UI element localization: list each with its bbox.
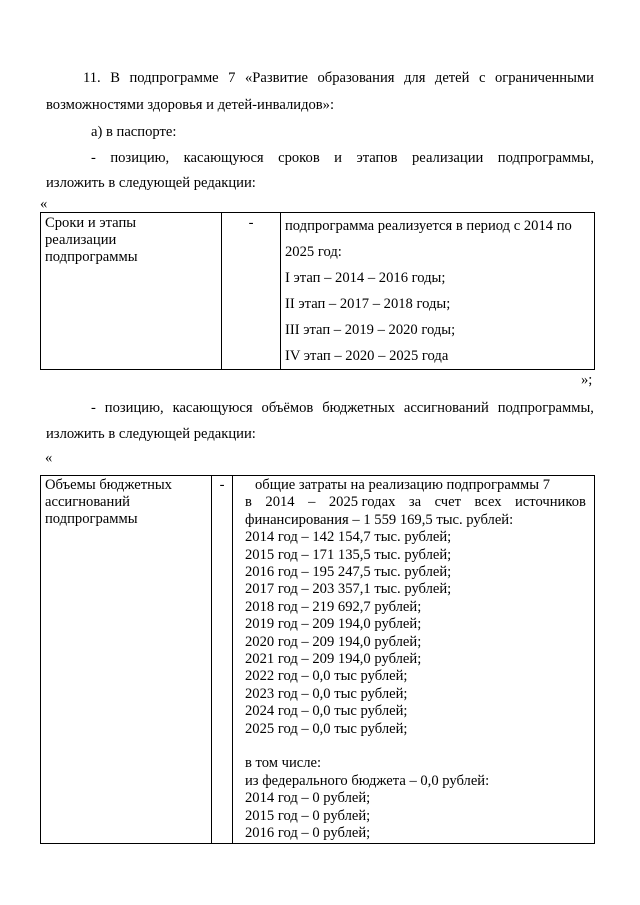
table-budget-allocations	[40, 475, 595, 844]
table2-value-line: из федерального бюджета – 0,0 рублей:	[245, 772, 490, 789]
table2-label-line: ассигнований	[45, 494, 130, 510]
table1-dash: -	[248, 215, 254, 231]
table2-value-line: 2020 год – 209 194,0 рублей;	[245, 633, 422, 650]
table-row	[41, 476, 595, 844]
word: «Развитие	[244, 70, 308, 86]
word: реализации	[412, 150, 484, 166]
table1-value-line: IV этап – 2020 – 2025 года	[285, 348, 449, 364]
word: в	[245, 494, 252, 511]
bullet2-line2: изложить в следующей редакции:	[46, 426, 256, 442]
word: за	[408, 494, 422, 511]
word: -	[91, 150, 96, 166]
table2-value-line: 2014 год – 0 рублей;	[245, 790, 371, 807]
word: подпрограммы,	[497, 400, 594, 416]
table1-value-line: 2025 год:	[285, 244, 342, 260]
word: 7	[228, 70, 236, 86]
table1-label-line: подпрограммы	[45, 249, 138, 265]
table2-value-line: 2021 год – 209 194,0 рублей;	[245, 651, 422, 668]
table1-value-cell	[281, 213, 595, 370]
word: для	[403, 70, 426, 86]
table2-value-line: 2015 год – 171 135,5 тыс. рублей;	[245, 546, 452, 563]
table2-value-line: финансирования – 1 559 169,5 тыс. рублей:	[245, 511, 514, 528]
word: объёмов	[261, 400, 314, 416]
word: 11.	[83, 70, 101, 86]
word: ограниченными	[494, 70, 594, 86]
table2-value-line: 2016 год – 195 247,5 тыс. рублей;	[245, 564, 452, 581]
table1-label	[41, 213, 221, 266]
table-terms-and-stages	[40, 212, 595, 370]
table2-dash-cell	[212, 476, 233, 844]
bullet1-line2: изложить в следующей редакции:	[46, 175, 256, 191]
table2-values	[233, 476, 594, 843]
word: 2014	[265, 494, 295, 511]
word: подпрограмме	[129, 70, 219, 86]
table2-label-line: Объемы бюджетных	[45, 477, 172, 493]
word: с	[478, 70, 486, 86]
table2-value-line: 2025 год – 0,0 тыс рублей;	[245, 720, 408, 737]
item11-line2: возможностями здоровья и детей-инвалидов»:	[46, 97, 335, 113]
table1-dash-cell	[222, 213, 281, 370]
word: и	[334, 150, 342, 166]
table2-value-line	[245, 738, 586, 755]
open-quote-2: «	[45, 450, 53, 466]
item-a: а) в паспорте:	[91, 124, 177, 140]
table-row	[41, 213, 595, 370]
table2-value-line: 2016 год – 0 рублей;	[245, 825, 371, 842]
word: касающуюся	[172, 400, 253, 416]
word: этапов	[356, 150, 398, 166]
close-quote-1: »;	[581, 372, 593, 388]
table2-label	[41, 476, 211, 528]
table2-value-line: 2019 год – 209 194,0 рублей;	[245, 616, 422, 633]
word: подпрограммы,	[497, 150, 594, 166]
table2-value-line: 2022 год – 0,0 тыс рублей;	[245, 668, 408, 685]
table2-value-line: 2015 год – 0 рублей;	[245, 807, 371, 824]
table1-values	[281, 213, 594, 369]
table2-value-line: 2023 год – 0,0 тыс рублей;	[245, 685, 408, 702]
word: бюджетных	[322, 400, 395, 416]
word: всех	[474, 494, 502, 511]
table1-value-line: I этап – 2014 – 2016 годы;	[285, 270, 446, 286]
bullet2-line1	[91, 399, 594, 417]
table2-value-line: 2017 год – 203 357,1 тыс. рублей;	[245, 581, 452, 598]
word: позицию,	[110, 150, 170, 166]
item11-line1	[83, 69, 594, 87]
table2-value-line: 2018 год – 219 692,7 рублей;	[245, 598, 422, 615]
word: позицию,	[104, 400, 164, 416]
word: 2025 годах	[328, 494, 396, 511]
word: –	[308, 494, 316, 511]
word: ассигнований	[403, 400, 489, 416]
table2-value-line: 2014 год – 142 154,7 тыс. рублей;	[245, 529, 452, 546]
table2-value-line: общие затраты на реализацию подпрограммы 7	[255, 477, 551, 493]
table2-value-cell	[233, 476, 595, 844]
table1-value-line: подпрограмма реализуется в период с 2014 по	[285, 218, 572, 234]
word: сроков	[278, 150, 320, 166]
table2-value-line	[245, 494, 586, 511]
table2-value-line: 2024 год – 0,0 тыс рублей;	[245, 703, 408, 720]
word: касающуюся	[183, 150, 264, 166]
bullet1-line1	[91, 149, 594, 167]
open-quote-1: «	[40, 196, 48, 212]
word: -	[91, 400, 96, 416]
word: источников	[515, 494, 586, 511]
table2-label-cell	[41, 476, 212, 844]
table2-label-line: подпрограммы	[45, 511, 138, 527]
table1-label-cell	[41, 213, 222, 370]
word: счет	[434, 494, 461, 511]
table1-value-line: III этап – 2019 – 2020 годы;	[285, 322, 456, 338]
table1-label-line: реализации	[45, 232, 117, 248]
table1-value-line: II этап – 2017 – 2018 годы;	[285, 296, 451, 312]
word: В	[110, 70, 120, 86]
word: образования	[317, 70, 395, 86]
word: детей	[434, 70, 470, 86]
table1-label-line: Сроки и этапы	[45, 215, 137, 231]
table2-value-line: в том числе:	[245, 755, 322, 772]
table2-dash: -	[219, 477, 225, 493]
